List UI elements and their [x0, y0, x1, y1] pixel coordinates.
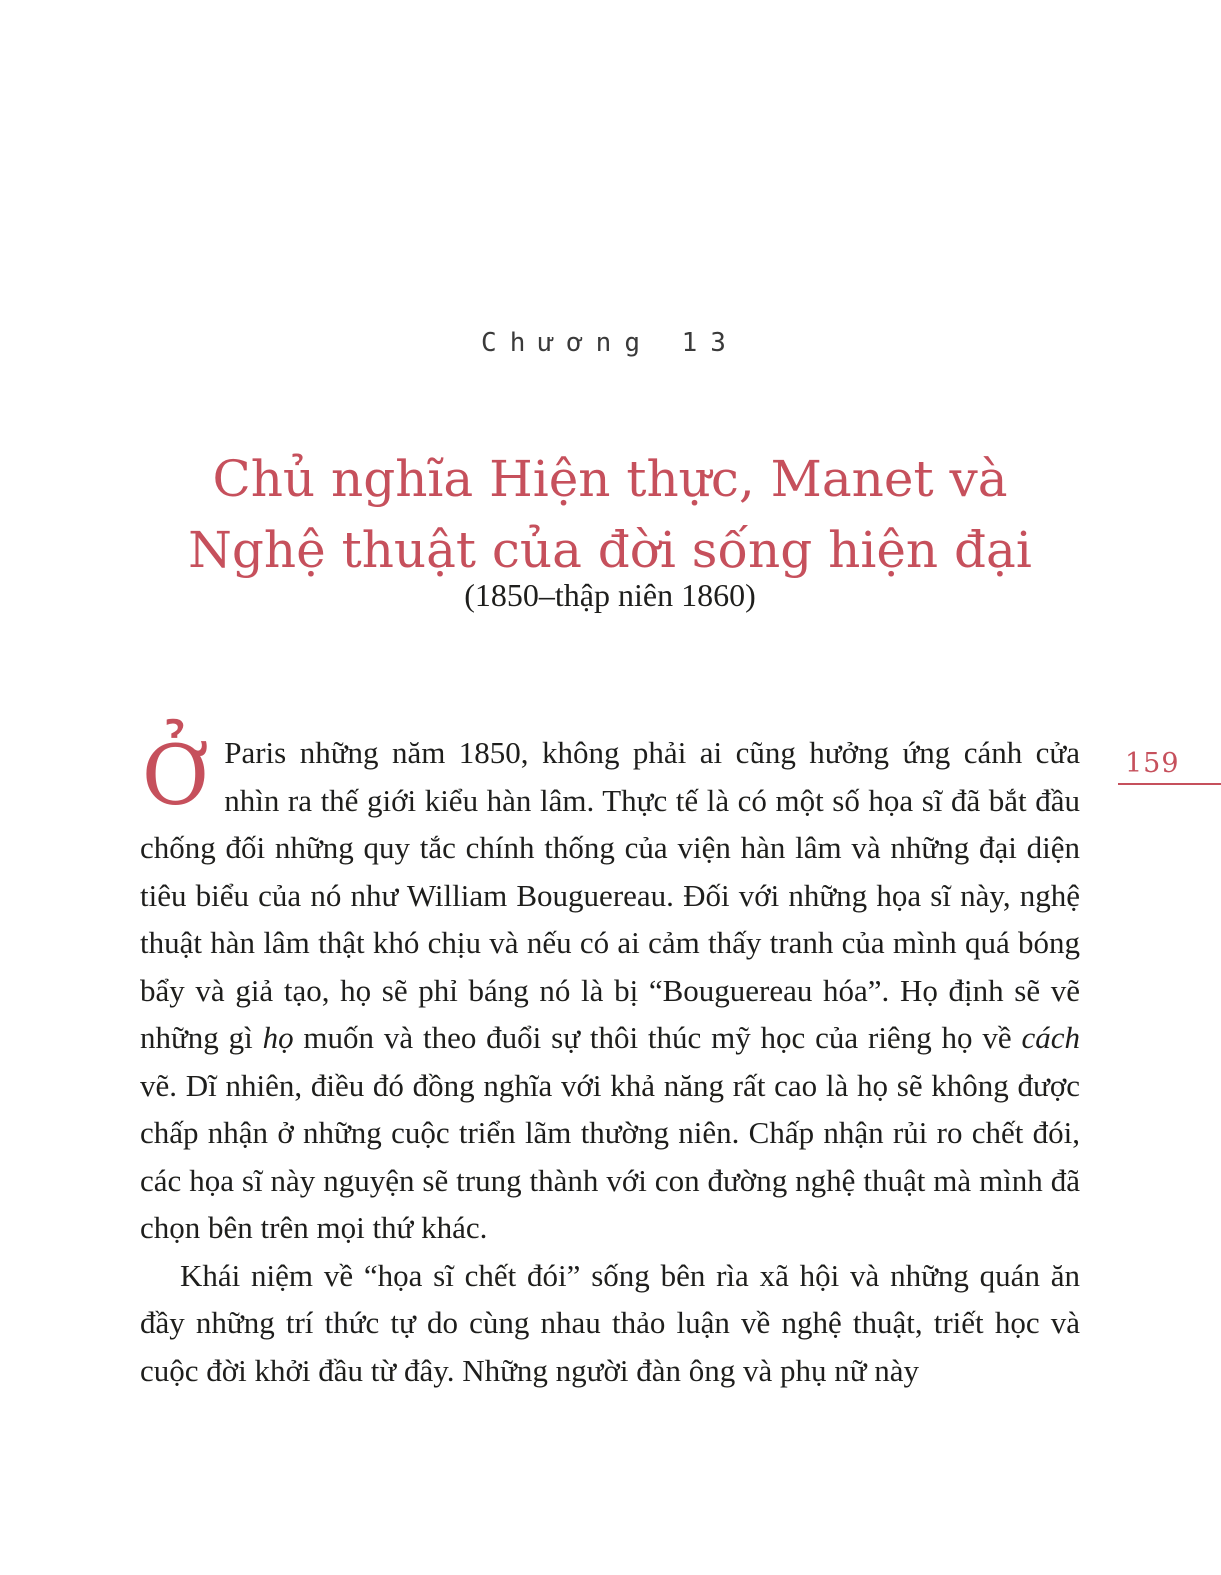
- paragraph-2: Khái niệm về “họa sĩ chết đói” sống bên rìa xã hội và những quán ăn đầy những trí thức tự do cùng nhau thảo luận về nghệ thuật, triết học và cuộc đời khởi đầu từ đây. Những người đàn ông và phụ nữ này: [140, 1257, 1080, 1388]
- chapter-label: Chương 13: [481, 328, 739, 358]
- paragraph-1: [140, 729, 1080, 1252]
- chapter-date-range: (1850–thập niên 1860): [464, 577, 756, 613]
- page-number: 159: [1125, 748, 1180, 779]
- folio-rule: [1118, 748, 1221, 785]
- page-title: [140, 444, 1080, 586]
- paragraph-1-italic-2: cách: [1021, 1020, 1080, 1055]
- body-text-block: [140, 729, 1080, 1394]
- paragraph-1-segment-3: vẽ. Dĩ nhiên, điều đó đồng nghĩa với khả năng rất cao là họ sẽ không được chấp nhận ở những cuộc triển lãm thường niên. Chấp nhận rủi ro chết đói, các họa sĩ này nguyện sẽ trung thành với con đường nghệ thuật mà mình đã chọn bên trên mọi thứ khác.: [140, 1067, 1080, 1245]
- page-title-line-2: Nghệ thuật của đời sống hiện đại: [188, 520, 1032, 579]
- paragraph-1-segment-1: Paris những năm 1850, không phải ai cũng hưởng ứng cánh cửa nhìn ra thế giới kiểu hàn lâm. Thực tế là có một số họa sĩ đã bắt đầu chống đối những quy tắc chính thống của viện hàn lâm và những đại diện tiêu biểu của nó như William Bouguereau. Đối với những họa sĩ này, nghệ thuật hàn lâm thật khó chịu và nếu có ai cảm thấy tranh của mình quá bóng bẩy và giả tạo, họ sẽ phỉ báng nó là bị “Bouguereau hóa”. Họ định sẽ vẽ những gì: [140, 735, 1080, 1055]
- paragraph-1-segment-2: muốn và theo đuổi sự thôi thúc mỹ học của riêng họ về: [293, 1020, 1022, 1055]
- page-title-line-1: Chủ nghĩa Hiện thực, Manet và: [212, 449, 1008, 508]
- drop-cap: Ở: [142, 729, 210, 824]
- paragraph-1-italic-1: họ: [262, 1020, 294, 1055]
